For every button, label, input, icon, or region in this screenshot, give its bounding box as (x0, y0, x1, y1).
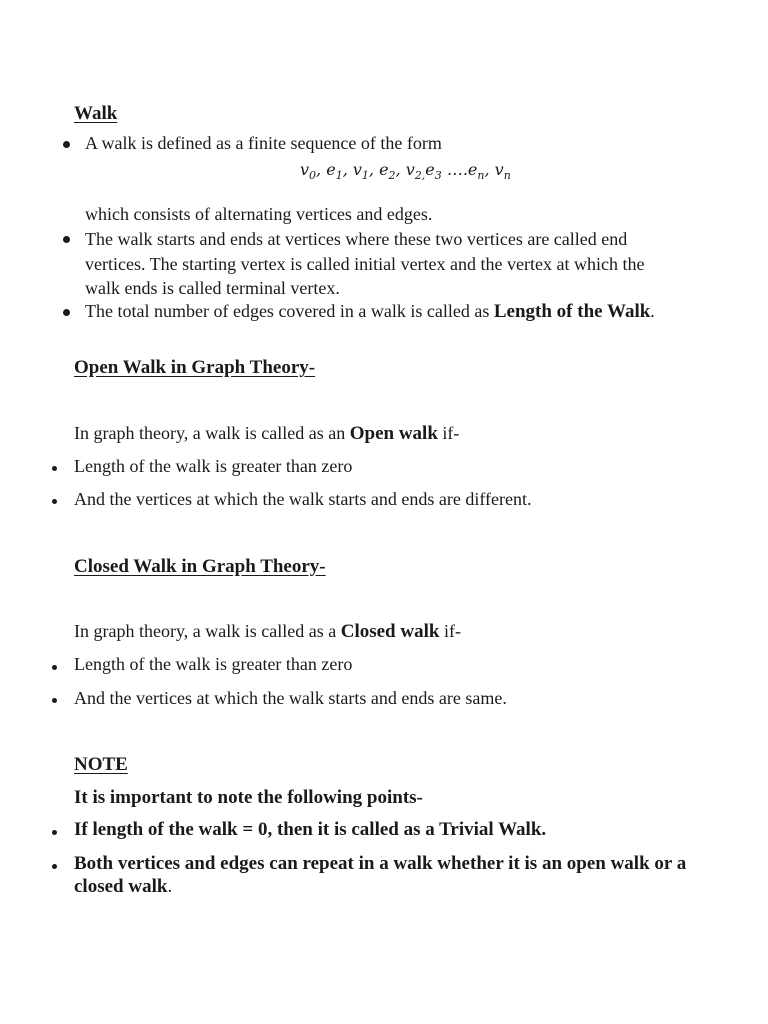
walk-bullet-1: A walk is defined as a finite sequence of the form (85, 133, 442, 153)
note-intro: It is important to note the following points- (74, 787, 423, 808)
note-heading: NOTE (74, 754, 128, 775)
open-walk-point-2: And the vertices at which the walk starts and ends are different. (74, 489, 532, 509)
closed-walk-point-1: Length of the walk is greater than zero (74, 654, 353, 674)
bullet-icon (52, 864, 57, 869)
closed-walk-intro: In graph theory, a walk is called as a Closed walk if- (74, 621, 461, 642)
bullet-icon (52, 499, 57, 504)
walk-bullet-3: The total number of edges covered in a walk is called as Length of the Walk. (85, 301, 655, 322)
note-point-2-line-2: closed walk. (74, 876, 173, 897)
walk-sequence-formula: $v_0$, $e_1$, $v_1$, $e_2$, $v_{2,}e_3$ $\dots.e_n$, $v_n$ (300, 160, 511, 183)
closed-walk-point-2: And the vertices at which the walk starts and ends are same. (74, 688, 507, 708)
bullet-icon (52, 665, 57, 670)
closed-walk-heading: Closed Walk in Graph Theory- (74, 556, 326, 577)
bullet-icon (52, 466, 57, 471)
bullet-icon (63, 141, 70, 148)
open-walk-point-1: Length of the walk is greater than zero (74, 456, 353, 476)
bullet-icon (52, 830, 57, 835)
bullet-icon (63, 236, 70, 243)
walk-bullet-1-continuation: which consists of alternating vertices and edges. (85, 204, 433, 224)
open-walk-heading: Open Walk in Graph Theory- (74, 357, 316, 378)
note-point-2-line-1: Both vertices and edges can repeat in a walk whether it is an open walk or a (74, 853, 687, 874)
walk-bullet-2-line-1: The walk starts and ends at vertices where these two vertices are called end (85, 229, 628, 249)
walk-bullet-2-line-3: walk ends is called terminal vertex. (85, 278, 340, 298)
note-point-1: If length of the walk = 0, then it is called as a Trivial Walk. (74, 819, 547, 840)
bullet-icon (63, 309, 70, 316)
bullet-icon (52, 698, 57, 703)
open-walk-intro: In graph theory, a walk is called as an Open walk if- (74, 423, 460, 444)
walk-bullet-2-line-2: vertices. The starting vertex is called initial vertex and the vertex at which the (85, 254, 645, 274)
walk-heading: Walk (74, 103, 118, 124)
